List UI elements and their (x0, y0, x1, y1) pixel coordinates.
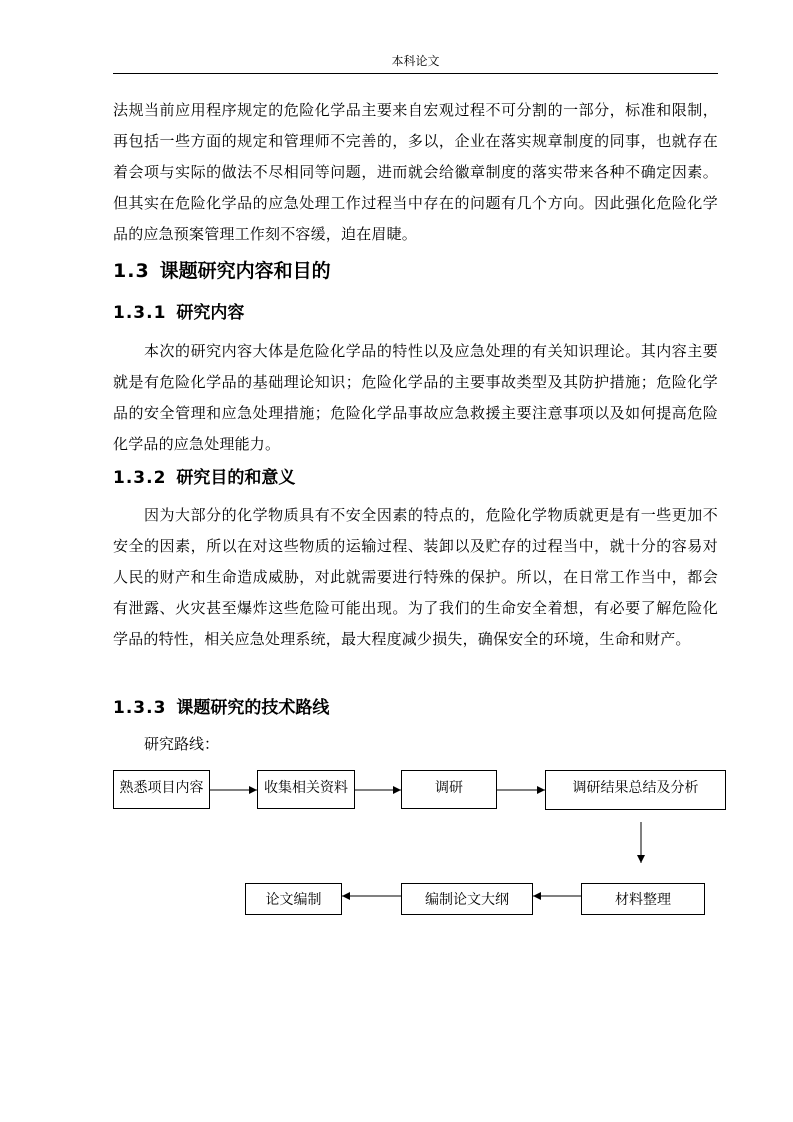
page-header-title: 本科论文 (391, 54, 440, 68)
subsection-heading-1-3-3 (113, 697, 329, 719)
flowchart-step-summarize-analysis: 调研结果总结及分析 (545, 770, 726, 810)
paragraph-research-content: 本次的研究内容大体是危险化学品的特性以及应急处理的有关知识理论。其内容主要就是有危险化学品的基础理论知识；危险化学品的主要事故类型及其防护措施；危险化学品的安全管理和应急处理措施；危险化学品事故应急救援主要注意事项以及如何提高危险化学品的应急处理能力。 (113, 342, 718, 453)
subsection-heading-1-3-2 (113, 467, 295, 489)
flowchart-step-familiarize: 熟悉项目内容 (113, 770, 210, 809)
section-title: 课题研究内容和目的 (159, 260, 331, 282)
paragraph-research-purpose: 因为大部分的化学物质具有不安全因素的特点的，危险化学物质就更是有一些更加不安全的因素，所以在对这些物质的运输过程、装卸以及贮存的过程当中，就十分的容易对人民的财产和生命造成威胁，对此就需要进行特殊的保护。所以，在日常工作当中，都会有泄露、火灾甚至爆炸这些危险可能出现。为了我们的生命安全着想，有必要了解危险化学品的特性，相关应急处理系统，最大程度减少损失，确保安全的环境，生命和财产。 (113, 506, 718, 648)
subsection-number: 1.3.3 (113, 698, 167, 718)
subsection-heading-1-3-1 (113, 302, 244, 324)
subsection-title: 研究内容 (176, 303, 245, 323)
flowchart-step-collect-data: 收集相关资料 (257, 770, 355, 809)
paragraph-intro-continued: 法规当前应用程序规定的危险化学品主要来自宏观过程不可分割的一部分，标准和限制，再包括一些方面的规定和管理师不完善的，多以，企业在落实规章制度的同事，也就存在着会项与实际的做法不尽相同等问题，进而就会给徽章制度的落实带来各种不确定因素。但其实在危险化学品的应急处理工作过程当中存在的问题有几个方向。因此强化危险化学品的应急预案管理工作刻不容缓，迫在眉睫。 (113, 101, 718, 243)
subsection-number: 1.3.1 (113, 303, 167, 323)
subsection-number: 1.3.2 (113, 468, 167, 488)
section-heading-1-3 (113, 259, 331, 283)
subsection-title: 研究目的和意义 (176, 468, 296, 488)
flowchart-step-outline: 编制论文大纲 (401, 883, 533, 915)
header-divider (113, 73, 718, 74)
flowchart-label: 研究路线： (144, 735, 220, 753)
section-number: 1.3 (113, 260, 150, 282)
flowchart-step-organize-materials: 材料整理 (581, 883, 705, 915)
flowchart-step-write-thesis: 论文编制 (245, 883, 342, 915)
subsection-title: 课题研究的技术路线 (176, 698, 330, 718)
flowchart-step-research: 调研 (401, 770, 497, 809)
